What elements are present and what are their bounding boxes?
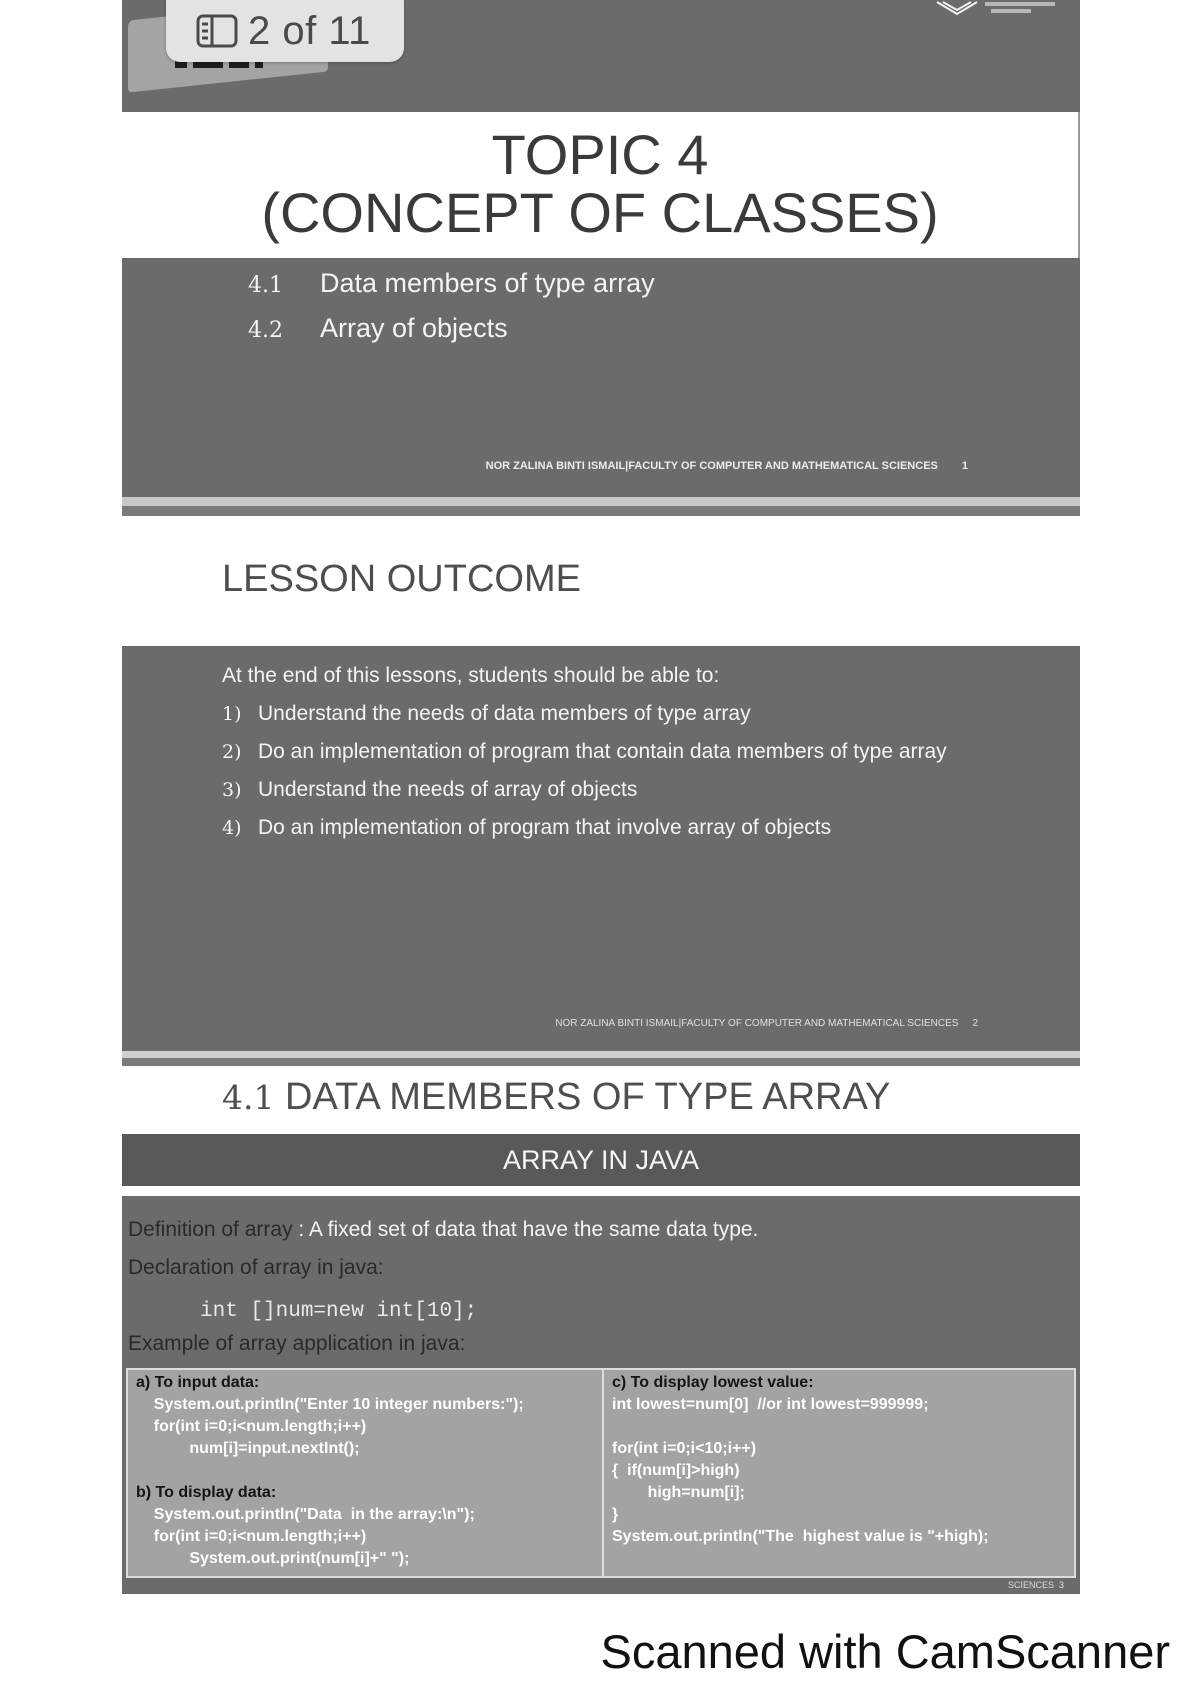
code-right-line: c) To display lowest value: — [612, 1374, 814, 1391]
outcome-item — [222, 816, 831, 840]
topic-label: Data members of type array — [320, 268, 655, 298]
slide1-title-line1: TOPIC 4 — [491, 123, 709, 186]
outcome-intro: At the end of this lessons, students should be able to: — [222, 664, 720, 687]
code-right-line: } — [612, 1506, 619, 1523]
outcome-text: Do an implementation of program that involve array of objects — [258, 816, 832, 839]
slide1-page-number: 1 — [961, 460, 968, 472]
topic-item — [248, 313, 508, 344]
page-indicator-badge[interactable] — [166, 0, 404, 62]
code-left-line: for(int i=0;i<num.length;i++) — [136, 1528, 367, 1545]
slide1-footer — [486, 460, 968, 472]
topic-item — [248, 268, 655, 299]
code-right-line: { if(num[i]>high) — [612, 1462, 740, 1479]
code-left-line: num[i]=input.nextInt(); — [136, 1440, 360, 1457]
topic-number: 4.2 — [248, 318, 283, 343]
slide2-footer — [555, 1018, 978, 1029]
topic-label: Array of objects — [320, 313, 508, 343]
code-right-line: System.out.println("The highest value is "+high); — [612, 1528, 989, 1545]
section-number: 4.1 — [222, 1078, 275, 1117]
code-right-line: for(int i=0;i<10;i++) — [612, 1440, 757, 1457]
section-title: DATA MEMBERS OF TYPE ARRAY — [274, 1076, 891, 1118]
code-example-box — [126, 1368, 1076, 1578]
slide-separator — [122, 494, 1080, 516]
code-left-line: a) To input data: — [136, 1374, 260, 1391]
section-heading — [222, 1076, 890, 1119]
topic-number: 4.1 — [248, 273, 283, 298]
slide1-title-area — [122, 112, 1080, 258]
slide3-body — [122, 1196, 1080, 1594]
declaration-label: Declaration of array in java: — [128, 1256, 384, 1279]
lesson-outcome-heading: LESSON OUTCOME — [222, 558, 581, 600]
definition-label: Definition of array — [128, 1218, 293, 1241]
slide2-body — [122, 646, 1080, 1048]
code-column-divider — [602, 1370, 604, 1576]
array-in-java-banner: ARRAY IN JAVA — [122, 1134, 1080, 1186]
declaration-line — [128, 1256, 384, 1280]
code-right-line: int lowest=num[0] //or int lowest=999999; — [612, 1396, 929, 1413]
code-left-line: b) To display data: — [136, 1484, 277, 1501]
slide3-footer-text: SCIENCES — [1007, 1580, 1054, 1590]
slide1-footer-text: NOR ZALINA BINTI ISMAIL|FACULTY OF COMPUTER AND MATHEMATICAL SCIENCES — [485, 460, 938, 472]
outcome-text: Understand the needs of array of objects — [258, 778, 638, 801]
code-left-line: System.out.println("Enter 10 integer numbers:"); — [136, 1396, 524, 1413]
code-right-line: high=num[i]; — [612, 1484, 745, 1501]
slide1-body — [122, 258, 1080, 494]
example-label: Example of array application in java: — [128, 1332, 466, 1355]
example-line — [128, 1332, 465, 1356]
declaration-code: int []num=new int[10]; — [200, 1300, 478, 1323]
definition-text: : A fixed set of data that have the same data type. — [292, 1218, 759, 1241]
university-logo-icon — [935, 0, 1075, 18]
outcome-item — [222, 702, 751, 726]
definition-line — [128, 1218, 758, 1242]
outcome-item — [222, 740, 947, 764]
page-indicator-text: 2 of 11 — [248, 8, 371, 53]
slide3-page-number: 3 — [1058, 1580, 1064, 1590]
code-left-line: System.out.println("Data in the array:\n"); — [136, 1506, 475, 1523]
sidebar-panel-icon — [196, 14, 238, 48]
slide3-footer — [1008, 1580, 1064, 1590]
slide2-footer-text: NOR ZALINA BINTI ISMAIL|FACULTY OF COMPUTER AND MATHEMATICAL SCIENCES — [555, 1018, 959, 1029]
code-left-line: for(int i=0;i<num.length;i++) — [136, 1418, 367, 1435]
slide2-page-number: 2 — [972, 1018, 978, 1029]
outcome-number: 2) — [222, 741, 242, 763]
code-left-line: System.out.print(num[i]+" "); — [136, 1550, 410, 1567]
outcome-number: 1) — [222, 703, 242, 725]
outcome-item — [222, 778, 637, 802]
slide1-title-line2: (CONCEPT OF CLASSES) — [261, 181, 939, 244]
slide-separator — [122, 1048, 1080, 1066]
outcome-text: Do an implementation of program that contain data members of type array — [258, 740, 947, 763]
outcome-number: 3) — [222, 779, 242, 801]
camscanner-watermark: Scanned with CamScanner — [600, 1625, 1170, 1678]
outcome-text: Understand the needs of data members of type array — [258, 702, 751, 725]
outcome-number: 4) — [222, 817, 242, 839]
